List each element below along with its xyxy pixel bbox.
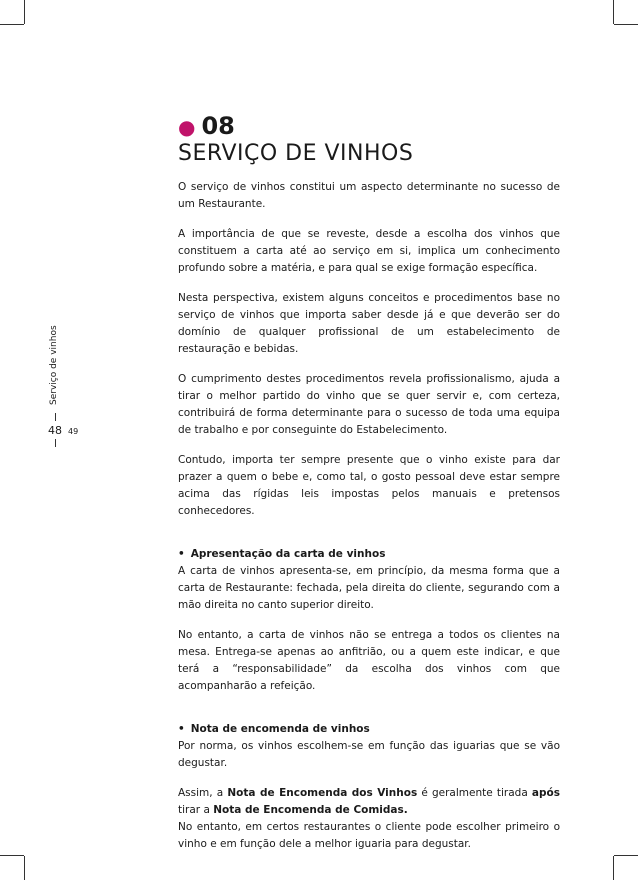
page-number-left: 48 xyxy=(48,424,62,437)
paragraph: A importância de que se reveste, desde a escolha dos vinhos que constituem a carta até ao serviço em si, implica um conhecimento profundo sobre a matéria, e para qual se exige formação específica. xyxy=(178,228,560,274)
side-divider xyxy=(55,413,56,421)
crop-mark xyxy=(613,0,614,24)
section-heading: • Nota de encomenda de vinhos xyxy=(178,723,370,735)
crop-mark xyxy=(24,0,25,24)
section-nota-de-encomenda xyxy=(178,721,560,853)
chapter-title: SERVIÇO DE VINHOS xyxy=(178,141,414,166)
crop-mark xyxy=(614,24,638,25)
paragraph: Assim, a Nota de Encomenda dos Vinhos é geralmente tirada após tirar a Nota de Encomenda de Comidas. xyxy=(178,787,560,816)
paragraph: Contudo, importa ter sempre presente que o vinho existe para dar prazer a quem o bebe e, como tal, o gosto pessoal deve estar sempre acima das rígidas leis impostas pelos manuais e pretensos conhecedores. xyxy=(178,454,560,517)
chapter-number: ● 08 xyxy=(178,112,235,140)
paragraph: Nesta perspectiva, existem alguns conceitos e procedimentos base no serviço de vinhos que importa saber desde já e que deverão ser do domínio de qualquer profissional de um estabelecimento de restauração e bebidas. xyxy=(178,292,560,355)
paragraph: O cumprimento destes procedimentos revela profissionalismo, ajuda a tirar o melhor partido do vinho que se quer servir e, com certeza, contribuirá de forma determinante para o sucesso de toda uma equipa de trabalho e por conseguinte do Estabelecimento. xyxy=(178,373,560,436)
bullet-icon: • xyxy=(178,548,185,560)
page-number-right: 49 xyxy=(68,427,79,436)
crop-mark xyxy=(0,855,24,856)
section-heading: • Apresentação da carta de vinhos xyxy=(178,548,386,560)
bullet-dot-icon: ● xyxy=(178,115,196,139)
crop-mark xyxy=(613,856,614,880)
crop-mark xyxy=(614,855,638,856)
paragraph: Por norma, os vinhos escolhem-se em função das iguarias que se vão degustar. xyxy=(178,740,560,769)
side-divider xyxy=(55,439,56,447)
page-content xyxy=(178,112,560,866)
paragraph: A carta de vinhos apresenta-se, em princípio, da mesma forma que a carta de Restaurante: fechada, pela direita do cliente, segurando com a mão direita no canto superior direito. xyxy=(178,565,560,611)
running-section-label: Serviço de vinhos xyxy=(49,325,59,405)
paragraph: No entanto, a carta de vinhos não se entrega a todos os clientes na mesa. Entrega-se apenas ao anfitrião, ou a quem este indicar, e que terá a “responsabilidade” da escolha dos vinhos com que acompanharão a refeição. xyxy=(178,629,560,692)
bullet-icon: • xyxy=(178,723,185,735)
paragraph: O serviço de vinhos constitui um aspecto determinante no sucesso de um Restaurante. xyxy=(178,181,560,210)
paragraph: No entanto, em certos restaurantes o cliente pode escolher primeiro o vinho e em função dele a melhor iguaria para degustar. xyxy=(178,821,560,850)
crop-mark xyxy=(0,24,24,25)
section-carta-de-vinhos xyxy=(178,546,560,695)
crop-mark xyxy=(24,856,25,880)
